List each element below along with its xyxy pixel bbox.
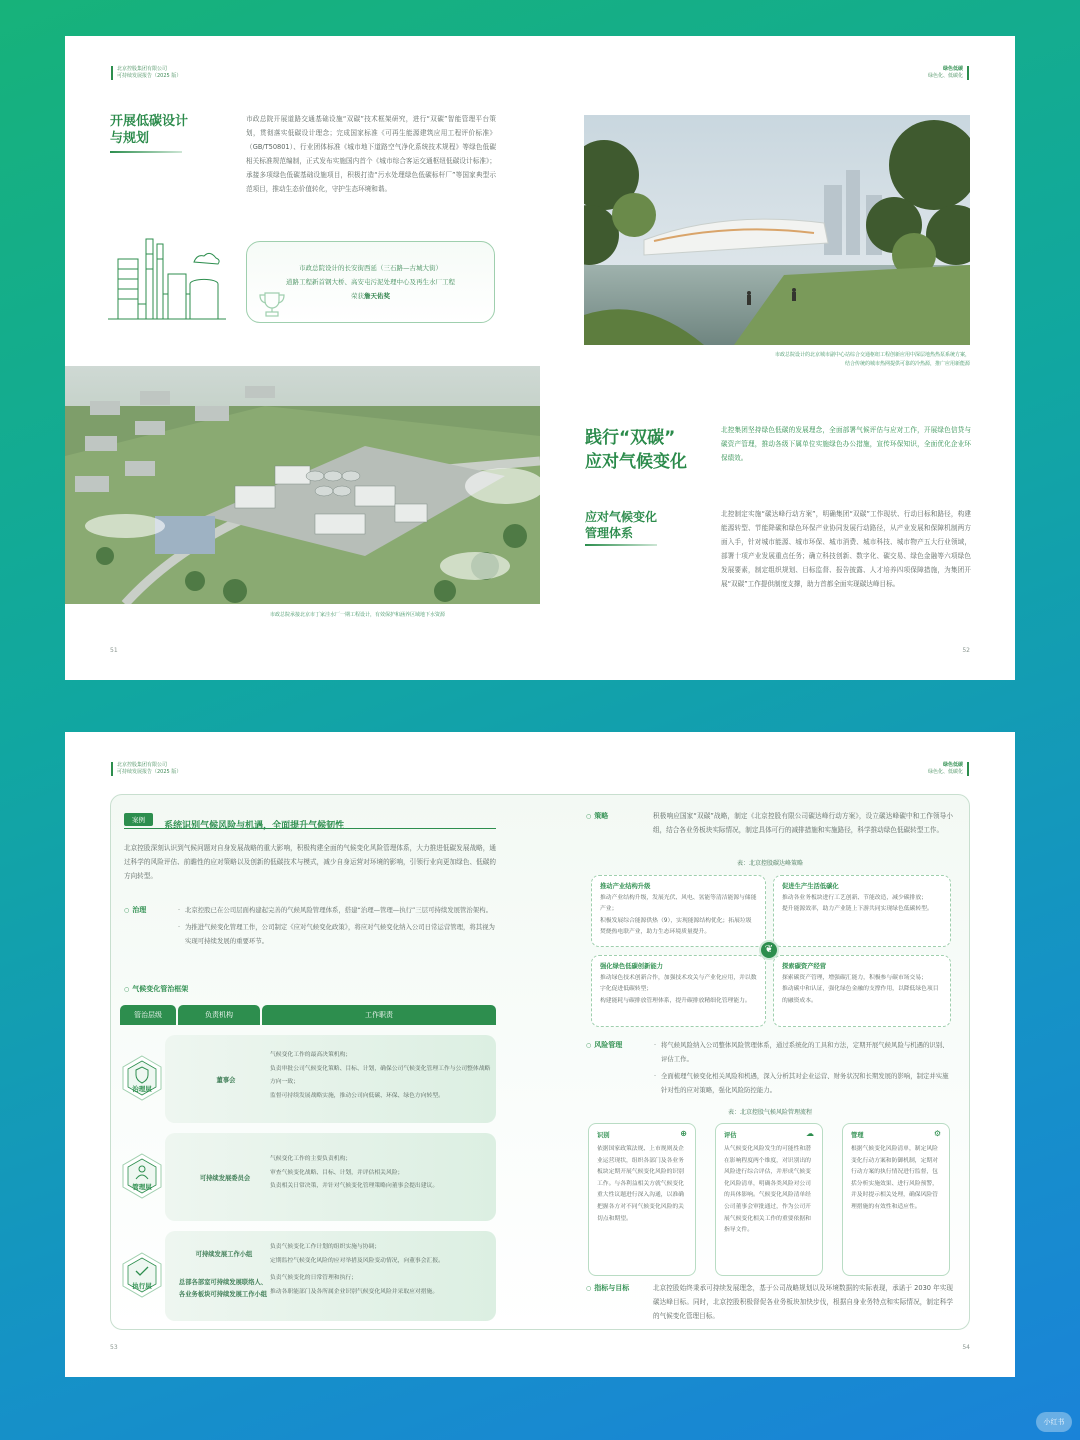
award-prefix: 荣获 (351, 292, 364, 300)
heading-underline (110, 151, 182, 153)
strategy-line: 推动产业结构升级，发展光伏、风电、氢能等清洁能源与储能产业； (600, 895, 757, 913)
tier-level-label: 执行层 (132, 1282, 152, 1290)
low-carbon-design-paragraph: 市政总院开展道路交通基础设施“双碳”技术框架研究，进行“双碳”智能管理平台策划，贯彻落实低碳设计理念；完成国家标准《可再生能源建筑应用工程评价标准》（GB/T50801）、行业团体标准《城市地下道路空气净化系统技术规程》等绿色低碳相关标准规范编制，正式发布实施国内首个《城市综合客运交通枢纽低碳设计标准》；承接多项绿色低碳基础设施项目，积极打造“污水处理绿色低碳标杆厂”等国家典型示范项目，推动生态价值转化，守护生态环境和谐。 (246, 115, 496, 193)
heading-line-1: 开展低碳设计 (110, 114, 189, 129)
tier-org: 可持续发展工作小组 (195, 1251, 253, 1258)
case-title-bar (124, 813, 496, 829)
strategy-line: 构建能耗与碳排放管理体系，提升碳排放精细化管理能力。 (600, 997, 751, 1004)
report-spread-top (65, 36, 1015, 680)
duty-item: 推动各职能部门及各所属企业识别气候变化风险并采取应对措施。 (270, 1288, 439, 1295)
header-company: 北京控股集团有限公司 (117, 762, 168, 768)
governance-item: · 为推进气候变化管理工作，公司制定《应对气候变化政策》，将应对气候变化纳入公司日常运营管理，将其视为实现可持续发展的重要环节。 (177, 920, 497, 948)
governance-label: ○ 治理 (124, 905, 146, 915)
tier-duties (270, 1241, 492, 1299)
identify-icon: ⊕ (680, 1129, 687, 1138)
gear-icon: ⚙ (933, 1129, 941, 1138)
header-right (928, 762, 969, 776)
strategy-title: 推动产业结构升级 (600, 883, 651, 890)
header-right (928, 66, 969, 80)
case-intro: 北京控股深刻认识到气候问题对自身发展战略的重大影响，积极构建全面的气候变化风险管理体系，大力推进低碳发展战略，通过科学的风险评估、前瞻性的应对策略以及创新的低碳技术与模式，减少自身运营对环境的影响，引领行业向更加绿色、低碳的方向转型。 (124, 844, 496, 880)
table-header-duty: 工作职责 (262, 1005, 496, 1025)
dual-carbon-intro: 北控集团坚持绿色低碳的发展理念，全面部署气候评估与应对工作，开展绿色信贷与碳资产管理，推动各级下属单位实施绿色办公措施，宣传环保知识，全面优化企业环保绩效。 (721, 426, 971, 462)
risk-table-title: 表：北京控股气候风险管理流程 (727, 1109, 812, 1116)
risk-item: · 将气候风险纳入公司整体风险管理体系，通过系统化的工具和方法，定期开展气候风险与机遇的识别、评估工作。 (653, 1038, 953, 1066)
climate-system-heading-1: 应对气候变化 (585, 510, 658, 524)
strategy-line: 推动碳中和认证，强化绿色金融的支撑作用，以降低绿色项目的融资成本。 (782, 986, 939, 1004)
page-number-53: 53 (110, 1344, 118, 1351)
strategy-box (773, 955, 951, 1027)
risk-item: · 全面梳理气候变化相关风险和机遇，深入分析其对企业运营、财务状况和长期发展的影响，制定并实施针对性的应对策略，强化风险防控能力。 (653, 1069, 953, 1097)
tier-level-label: 管理层 (132, 1183, 152, 1191)
subheading-underline (585, 544, 657, 546)
hexagon-people-icon (121, 1152, 163, 1200)
risk-step-name: 管理 (851, 1132, 864, 1139)
strategy-box (591, 955, 766, 1027)
tier-level-label: 治理层 (132, 1085, 152, 1093)
strategy-title: 促进生产生活低碳化 (782, 883, 839, 890)
risk-step-text: 根据气候变化风险清单，制定风险变化行动方案和防御机制，定期对行动方案的执行情况进行监督，包括分析实施效果、进行风险预警，并及时提示相关处理，确保风险管理措施的有效性和适应性。 (851, 1146, 938, 1210)
transit-hub-caption (725, 351, 970, 369)
tier-duties (270, 1049, 492, 1103)
risk-step-manage (842, 1123, 950, 1276)
metrics-label: ○ 指标与目标 (586, 1283, 629, 1293)
duty-item: 负责气候变化的日常管理和执行； (270, 1275, 357, 1282)
governance-item: · 北京控股已在公司层面构建起完善的气候风险管理体系，搭建“治理—管理—执行”三层可持续发展管治架构。 (177, 903, 497, 917)
water-plant-caption: 市政总院承接北京市丁家洼水厂一期工程设计，有效保护和涵养区域地下水资源 (270, 612, 446, 618)
header-report: 可持续发展报告（2025 版） (117, 73, 182, 79)
transit-caption-line-1: 市政总院设计的北京城市副中心站综合交通枢纽工程创新应用中深层地热热泵系统方案， (774, 352, 970, 358)
section-heading-dual-carbon (585, 426, 687, 474)
page-number-54: 54 (962, 1344, 970, 1351)
tier-org: 总部各部室可持续发展联络人、各业务板块可持续发展工作小组 (178, 1279, 268, 1298)
risk-step-identify (588, 1123, 696, 1276)
heading-line-2: 与规划 (110, 130, 150, 146)
header-left (111, 66, 181, 80)
strategy-line: 推动绿色技术创新合作，加强技术攻关与产业化应用，并以数字化促进低碳转型； (600, 975, 757, 993)
transit-caption-line-2: 结合传统的城市热网提供可靠的冷热源，推广应用新能源 (844, 361, 970, 367)
cloud-icon: ☁ (806, 1129, 814, 1138)
climate-system-heading-2: 管理体系 (585, 526, 634, 540)
leaf-icon: ❦ (759, 940, 779, 960)
risk-step-title (597, 1130, 687, 1139)
header-tag-main: 绿色低碳 (942, 762, 963, 768)
risk-step-text: 从气候变化风险发生的可能性和潜在影响程度两个维度，对识别出的风险进行综合评估，并形成气候变化风险清单，明确各类风险对公司的具体影响。气候变化风险清单经公司董事会审批通过，作为公司开展气候变化相关工作的重要依据和指导文件。 (724, 1146, 811, 1234)
risk-step-name: 识别 (597, 1132, 610, 1139)
tier-org: 董事会 (216, 1077, 236, 1084)
tier-badge-governance (121, 1054, 163, 1102)
award-name: 詹天佑奖 (364, 292, 390, 300)
report-spread-bottom (65, 732, 1015, 1377)
dual-carbon-heading-1: 践行“双碳” (585, 428, 676, 448)
page-number-51: 51 (110, 647, 118, 654)
framework-label: ○ 气候变化管治框架 (124, 984, 188, 994)
tier-duties (270, 1153, 492, 1194)
risk-step-title (851, 1130, 941, 1139)
duty-item: 负责相关日常决策，并针对气候变化管理策略向董事会提出建议。 (270, 1183, 439, 1190)
duty-item: 监督可持续发展战略实施，推动公司向低碳、环保、绿色方向转型。 (270, 1092, 444, 1099)
strategy-title: 强化绿色低碳创新能力 (600, 963, 663, 970)
hexagon-check-icon (121, 1251, 163, 1299)
strategy-line: 推动各业务板块进行工艺创新、节能改造，减少碳排放； (782, 895, 927, 901)
risk-step-text: 依据国家政策法规、上市规则及企业运营现状，组织各部门及各业务板块定期开展气候变化风险的识别工作。与各利益相关方就气候变化重大性议题进行深入沟通，以准确把握各方对不同气候变化风险的关切点和期望。 (597, 1146, 684, 1222)
risk-step-title (724, 1130, 814, 1139)
table-header-level: 管治层级 (120, 1005, 176, 1025)
strategy-box (591, 875, 766, 947)
governance-list (177, 903, 497, 948)
dual-carbon-heading-2: 应对气候变化 (585, 452, 687, 472)
header-report: 可持续发展报告（2025 版） (117, 769, 182, 775)
metrics-paragraph: 北京控股始终秉承可持续发展理念，基于公司战略规划以及环境数据的实际表现，承诺于 2030 年实现碳达峰目标。同时，北京控股积极督促各业务板块加快步伐，根据自身业务特点和实际情况，制定科学的气候变化管理目标。 (653, 1284, 953, 1320)
section-heading-low-carbon-design (110, 114, 188, 148)
case-panel (110, 794, 970, 1330)
duty-item: 负责审批公司气候变化策略、目标、计划，确保公司气候变化管理工作与公司整体战略方向一致； (270, 1065, 491, 1086)
duty-item: 审查气候变化战略、目标、计划，并评估相关风险； (270, 1169, 404, 1176)
strategy-paragraph: 积极响应国家“双碳”战略，制定《北京控股有限公司碳达峰行动方案》，设立碳达峰碳中和工作领导小组，结合各业务板块实际情况，制定具体可行的减排措施和实施路径，科学推动绿色低碳转型工作。 (653, 812, 953, 834)
duty-item: 气候变化工作的最高决策机构； (270, 1052, 352, 1058)
climate-system-paragraph: 北控制定实施“碳达峰行动方案”，明确集团“双碳”工作现状、行动目标和路径，构建能源转型、节能降碳和绿色环保产业协同发展行动路径，从产业发展和保障机制两方面入手，针对城市能源、城市环保、城市消费、城市科技、城市物产五大行业领域，部署十项产业发展重点任务；确立科技创新、数字化、碳交易、绿色金融等六项绿色发展要素，制定组织规划、目标监督、报告披露、人才培养四项保障措施，为集团开展“双碳”工作提供制度支撑，助力首都全面实现碳达峰目标。 (721, 510, 971, 588)
hexagon-shield-icon (121, 1054, 163, 1102)
strategy-label: ○ 策略 (586, 811, 608, 821)
duty-item: 负责气候变化工作计划的组织实施与协调； (270, 1244, 381, 1250)
strategy-line: 积极发展综合能源供热（9），实现能源结构优化；拓展垃圾焚烧热电联产业，助力生态环境质量提升。 (600, 917, 752, 935)
transit-hub-photo (584, 115, 970, 345)
watermark: 小红书 (1036, 1412, 1072, 1432)
strategy-box (773, 875, 951, 947)
factory-illustration-icon (108, 234, 226, 326)
award-box (246, 241, 495, 323)
case-tag: 案例 (124, 813, 153, 826)
award-line-2: 道路工程新首钢大桥、高安屯污泥处理中心及再生水厂工程 (286, 278, 455, 286)
strategy-line: 探索碳资产管理，增强碳汇能力，积极参与碳市场交易； (782, 975, 927, 981)
risk-step-name: 评估 (724, 1132, 737, 1139)
water-plant-aerial-photo (65, 366, 540, 604)
tier-badge-management (121, 1152, 163, 1200)
strategy-table-title: 表：北京控股碳达峰策略 (736, 860, 803, 867)
case-title: 系统识别气候风险与机遇，全面提升气候韧性 (164, 821, 345, 831)
award-line-1: 市政总院设计的长安街西延（三石路—古城大街） (299, 264, 442, 272)
table-header-org: 负责机构 (178, 1005, 260, 1025)
header-tag-sub: 绿色化、低碳化 (927, 73, 963, 79)
risk-step-assess (715, 1123, 823, 1276)
tier-badge-execution (121, 1251, 163, 1299)
strategy-line: 提升能源效率，助力产业链上下游共同实现绿色低碳转型。 (782, 906, 933, 913)
duty-item: 定期监控气候变化风险的应对举措及风险变动情况，向董事会汇报。 (270, 1257, 444, 1264)
page-number-52: 52 (962, 647, 970, 654)
tier-org: 可持续发展委员会 (199, 1175, 251, 1182)
header-left (111, 762, 181, 776)
header-tag-main: 绿色低碳 (942, 66, 963, 72)
header-company: 北京控股集团有限公司 (117, 66, 168, 72)
subsection-heading-climate-system (585, 509, 657, 541)
trophy-icon (257, 290, 287, 318)
risk-label: ○ 风险管理 (586, 1040, 622, 1050)
strategy-title: 探索碳资产经营 (782, 963, 827, 970)
header-tag-sub: 绿色化、低碳化 (927, 769, 963, 775)
risk-list (653, 1038, 953, 1097)
duty-item: 气候变化工作的主要负责机构； (270, 1156, 352, 1162)
